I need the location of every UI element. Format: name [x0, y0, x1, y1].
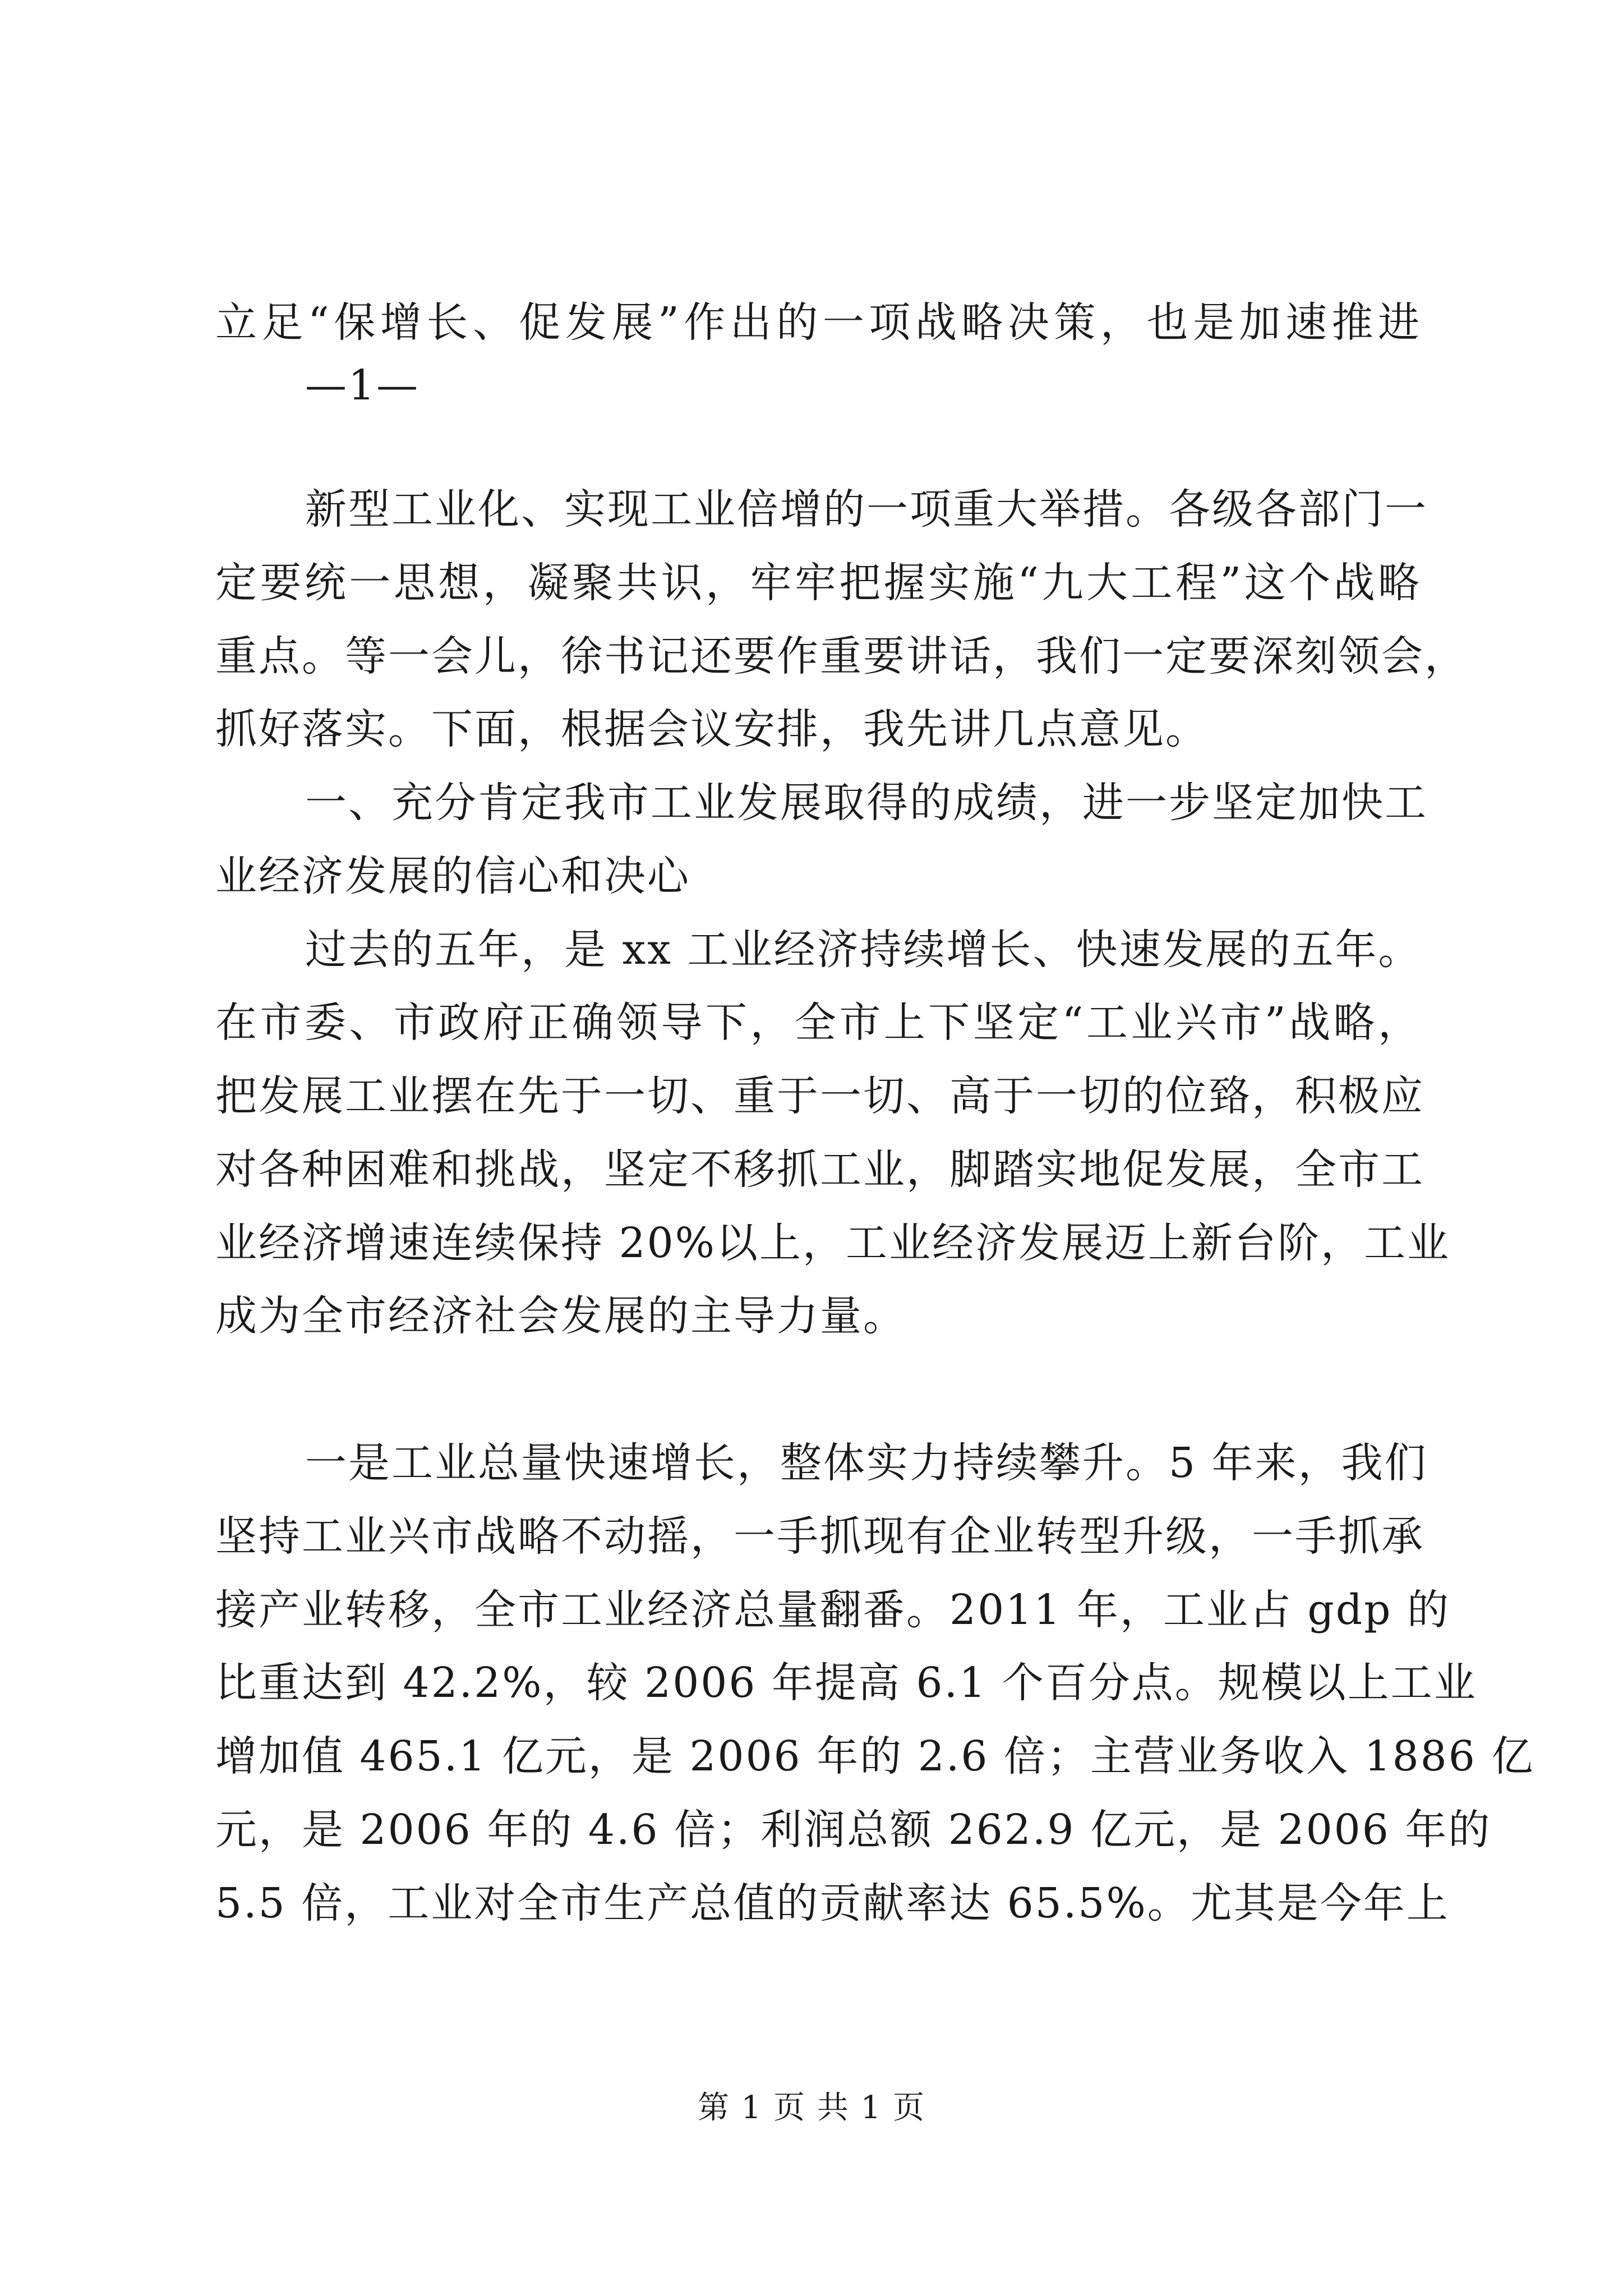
text-line: 定要统一思想，凝聚共识，牢牢把握实施“九大工程”这个战略 — [215, 559, 1421, 607]
section-heading-line: 业经济发展的信心和决心 — [215, 852, 690, 900]
text-line: 成为全市经济社会发展的主导力量。 — [215, 1292, 906, 1340]
text-line: 业经济增速连续保持 20%以上，工业经济发展迈上新台阶，工业 — [215, 1219, 1450, 1267]
text-line: 把发展工业摆在先于一切、重于一切、高于一切的位臵，积极应 — [215, 1072, 1424, 1120]
text-line: 对各种困难和挑战，坚定不移抓工业，脚踏实地促发展，全市工 — [215, 1145, 1424, 1194]
page-marker: —1— — [305, 361, 420, 409]
text-line: 5.5 倍，工业对全市生产总值的贡献率达 65.5%。尤其是今年上 — [215, 1879, 1450, 1927]
text-line: 抓好落实。下面，根据会议安排，我先讲几点意见。 — [215, 705, 1209, 753]
text-line: 元，是 2006 年的 4.6 倍；利润总额 262.9 亿元，是 2006 年的 — [215, 1806, 1492, 1854]
text-line: 增加值 465.1 亿元，是 2006 年的 2.6 倍；主营业务收入 1886 亿 — [215, 1732, 1535, 1780]
paragraph-first-line: 过去的五年，是 xx 工业经济持续增长、快速发展的五年。 — [305, 926, 1422, 974]
text-line: 立足“保增长、促发展”作出的一项战略决策，也是加速推进 — [215, 298, 1421, 347]
text-line: 重点。等一会儿，徐书记还要作重要讲话，我们一定要深刻领会， — [215, 632, 1468, 680]
paragraph-first-line: 新型工业化、实现工业倍增的一项重大举措。各级各部门一 — [305, 485, 1428, 533]
text-line: 接产业转移，全市工业经济总量翻番。2011 年，工业占 gdp 的 — [215, 1586, 1450, 1634]
text-line: 在市委、市政府正确领导下，全市上下坚定“工业兴市”战略， — [215, 999, 1421, 1047]
text-line: 比重达到 42.2%，较 2006 年提高 6.1 个百分点。规模以上工业 — [215, 1659, 1477, 1707]
paragraph-first-line: 一是工业总量快速增长，整体实力持续攀升。5 年来，我们 — [305, 1439, 1428, 1487]
section-heading-line: 一、充分肯定我市工业发展取得的成绩，进一步坚定加快工 — [305, 779, 1428, 827]
text-line: 坚持工业兴市战略不动摇，一手抓现有企业转型升级，一手抓承 — [215, 1512, 1424, 1561]
page-footer: 第 1 页 共 1 页 — [697, 2090, 926, 2126]
